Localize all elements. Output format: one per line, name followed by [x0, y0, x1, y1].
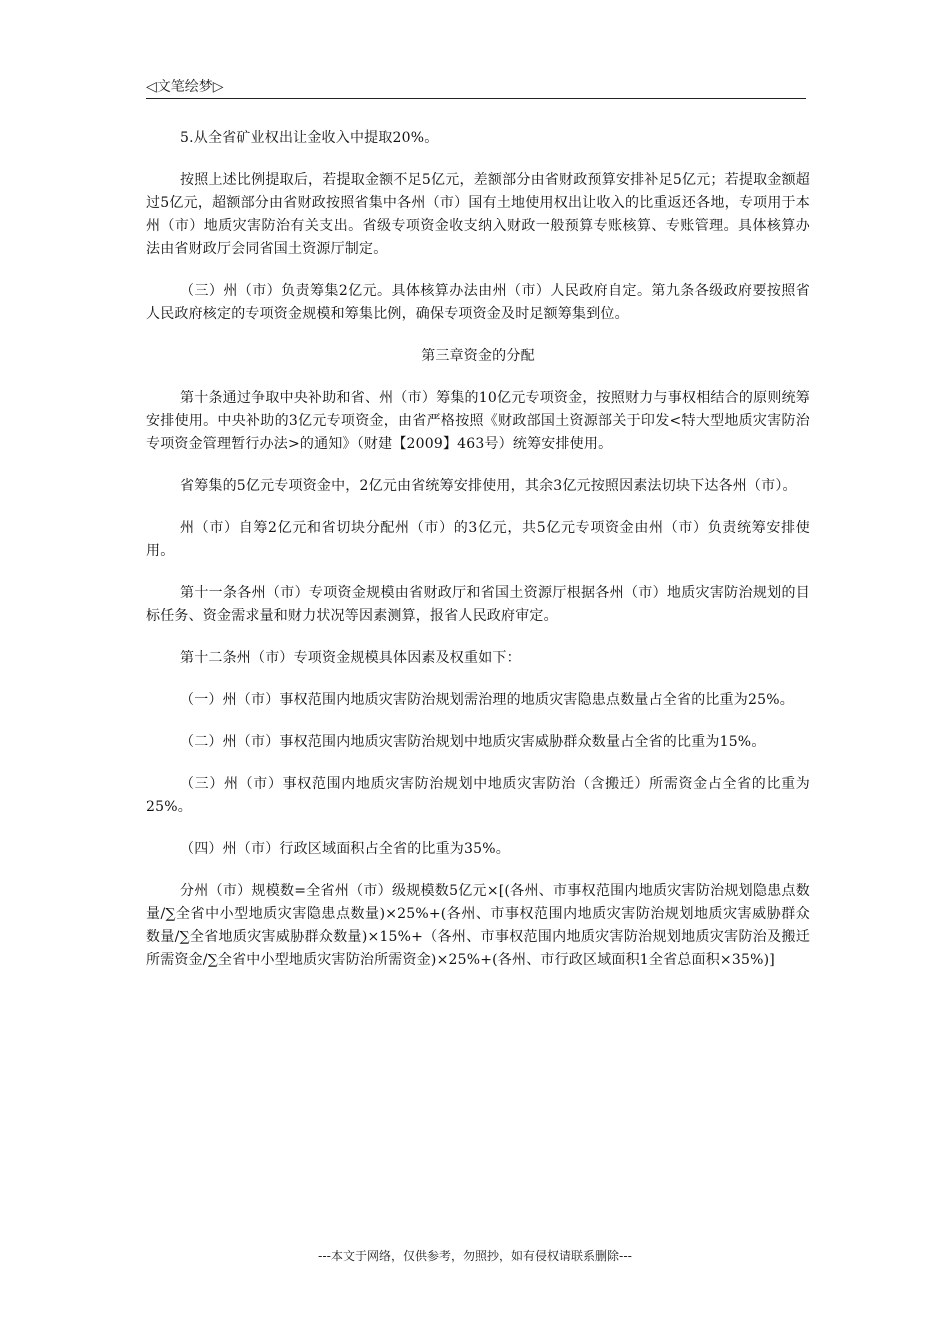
header-title: ◁文笔绘梦▷: [146, 79, 224, 95]
paragraph-province-funds: 省筹集的5亿元专项资金中，2亿元由省统筹安排使用，其余3亿元按照因素法切块下达各州（市）。: [180, 478, 797, 494]
paragraph-prefecture-raise: （三）州（市）负责筹集2亿元。具体核算办法由州（市）人民政府自定。第九条各级政府要按照省人民政府核定的专项资金规模和筹集比例，确保专项资金及时足额筹集到位。: [146, 283, 810, 322]
paragraph-article-11: 第十一条各州（市）专项资金规模由省财政厅和省国土资源厅根据各州（市）地质灾害防治规划的目标任务、资金需求量和财力状况等因素测算，报省人民政府审定。: [146, 585, 810, 624]
page-footer: ---本文于网络，仅供参考，勿照抄，如有侵权请联系删除---: [318, 1249, 632, 1263]
page-header: [146, 74, 806, 99]
paragraph-factor-3: （三）州（市）事权范围内地质灾害防治规划中地质灾害防治（含搬迁）所需资金占全省的比重为25%。: [146, 776, 810, 815]
paragraph-factor-4: （四）州（市）行政区域面积占全省的比重为35%。: [180, 841, 510, 857]
paragraph-factor-2: （二）州（市）事权范围内地质灾害防治规划中地质灾害威胁群众数量占全省的比重为15%。: [180, 734, 766, 750]
chapter-heading: 第三章资金的分配: [421, 348, 535, 364]
paragraph-article-12: 第十二条州（市）专项资金规模具体因素及权重如下：: [180, 650, 521, 666]
document-body: [146, 127, 810, 991]
paragraph-item-5: 5.从全省矿业权出让金收入中提取20%。: [180, 130, 439, 146]
paragraph-extraction-shortfall: 按照上述比例提取后，若提取金额不足5亿元，差额部分由省财政预算安排补足5亿元；若提取金额超过5亿元，超额部分由省财政按照省集中各州（市）国有土地使用权出让收入的比重返还各地，专项用于本州（市）地质灾害防治有关支出。省级专项资金收支纳入财政一般预算专账核算、专账管理。具体核算办法由省财政厅会同省国土资源厅制定。: [146, 172, 810, 257]
paragraph-prefecture-funds: 州（市）自筹2亿元和省切块分配州（市）的3亿元，共5亿元专项资金由州（市）负责统筹安排使用。: [146, 520, 810, 559]
paragraph-article-10: 第十条通过争取中央补助和省、州（市）筹集的10亿元专项资金，按照财力与事权相结合的原则统筹安排使用。中央补助的3亿元专项资金，由省严格按照《财政部国土资源部关于印发<特大型地质灾害防治专项资金管理暂行办法>的通知》（财建【2009】463号）统筹安排使用。: [146, 390, 810, 452]
paragraph-formula: 分州（市）规模数=全省州（市）级规模数5亿元×[(各州、市事权范围内地质灾害防治规划隐患点数量/∑全省中小型地质灾害隐患点数量)×25%+(各州、市事权范围内地质灾害防治规划地质灾害威胁群众数量/∑全省地质灾害威胁群众数量)×15%+（各州、市事权范围内地质灾害防治规划地质灾害防治及搬迁所需资金/∑全省中小型地质灾害防治所需资金)×25%+(各州、市行政区域面积1全省总面积×35%)]: [146, 883, 810, 968]
paragraph-factor-1: （一）州（市）事权范围内地质灾害防治规划需治理的地质灾害隐患点数量占全省的比重为25%。: [180, 692, 794, 708]
